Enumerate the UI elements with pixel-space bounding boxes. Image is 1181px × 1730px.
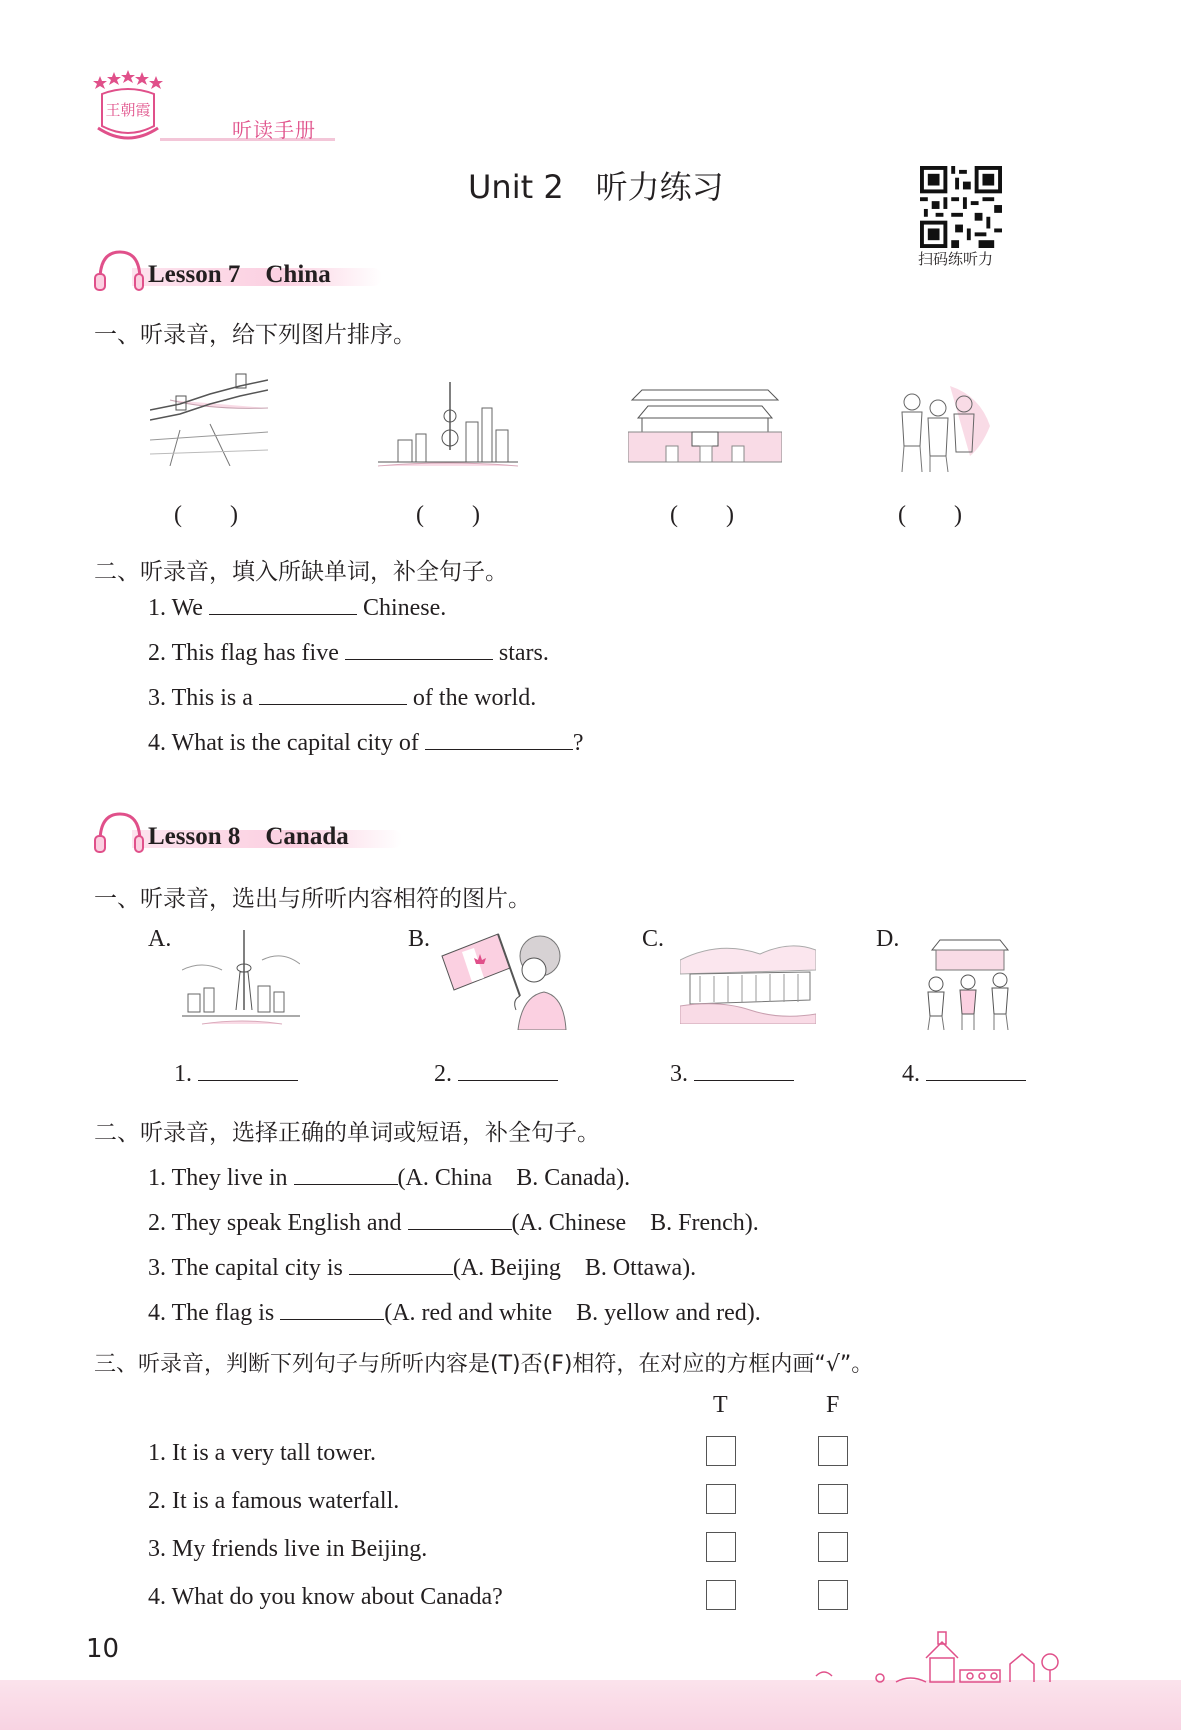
sentence-start: 3. The capital city is xyxy=(148,1255,343,1281)
sentence-start: 4. What is the capital city of xyxy=(148,730,419,756)
answer-blank[interactable] xyxy=(694,1058,794,1081)
sentence-end: ? xyxy=(572,730,584,756)
publisher-logo-icon xyxy=(92,70,164,148)
qr-code-icon[interactable] xyxy=(920,166,1002,248)
answer-blank[interactable] xyxy=(408,1207,512,1230)
fill-in-sentence xyxy=(148,637,549,667)
headphones-icon xyxy=(92,808,144,856)
false-checkbox[interactable] xyxy=(818,1580,848,1610)
page-title: Unit 2 听力练习 xyxy=(468,168,724,206)
answer-slot xyxy=(174,1058,298,1088)
false-checkbox[interactable] xyxy=(818,1532,848,1562)
answer-number: 4. xyxy=(902,1061,920,1087)
option-letter: D. xyxy=(876,926,900,952)
lesson-7-title: Lesson 7 China xyxy=(148,261,331,288)
answer-number: 1. xyxy=(174,1061,192,1087)
answer-blank[interactable] xyxy=(198,1058,298,1081)
lesson-8-part-2-title: 二、听录音，选择正确的单词或短语，补全句子。 xyxy=(94,1120,600,1146)
lesson-7-part-1-title: 一、听录音，给下列图片排序。 xyxy=(94,322,416,348)
answer-blank[interactable] xyxy=(294,1162,398,1185)
choice-sentence xyxy=(148,1247,696,1282)
choice-options: (A. red and white B. yellow and red). xyxy=(384,1300,761,1326)
lesson-8-heading xyxy=(92,808,392,856)
answer-slot xyxy=(434,1058,558,1088)
false-column-header: F xyxy=(826,1392,840,1418)
answer-blank[interactable] xyxy=(349,1252,453,1275)
sentence-start: 1. We xyxy=(148,595,203,621)
lesson-8-part-3-title: 三、听录音，判断下列句子与所听内容是(T)否(F)相符，在对应的方框内画“√”。 xyxy=(94,1352,874,1377)
canada-flag-girl-picture xyxy=(440,930,572,1030)
lesson-7-heading xyxy=(92,246,392,294)
book-section-label: 听读手册 xyxy=(232,118,316,142)
answer-blank[interactable] xyxy=(280,1297,384,1320)
true-checkbox[interactable] xyxy=(706,1532,736,1562)
false-checkbox[interactable] xyxy=(818,1436,848,1466)
lesson-7-part-2-title: 二、听录音，填入所缺单词，补全句子。 xyxy=(94,559,508,585)
false-checkbox[interactable] xyxy=(818,1484,848,1514)
qr-caption: 扫码练听力 xyxy=(918,252,994,268)
answer-bracket[interactable]: ( ) xyxy=(416,502,480,528)
page-number: 10 xyxy=(86,1634,120,1664)
lesson-8-part-1-title: 一、听录音，选出与所听内容相符的图片。 xyxy=(94,886,531,912)
fill-in-sentence xyxy=(148,727,583,757)
great-wall-picture xyxy=(150,370,268,466)
sentence-start: 2. This flag has five xyxy=(148,640,339,666)
answer-bracket[interactable]: ( ) xyxy=(898,502,962,528)
village-illustration-icon xyxy=(810,1618,1080,1686)
answer-blank[interactable] xyxy=(425,727,573,750)
svg-text:王朝霞: 王朝霞 xyxy=(105,101,151,119)
tiananmen-picture xyxy=(628,386,782,470)
option-letter: C. xyxy=(642,926,665,952)
headphones-icon xyxy=(92,246,144,294)
sentence-end: of the world. xyxy=(412,685,537,711)
friends-at-tiananmen-picture xyxy=(912,930,1026,1030)
sentence-end: stars. xyxy=(498,640,549,666)
sentence-start: 1. They live in xyxy=(148,1165,288,1191)
choice-options: (A. Beijing B. Ottawa). xyxy=(452,1255,697,1281)
choice-options: (A. Chinese B. French). xyxy=(511,1210,759,1236)
fill-in-sentence xyxy=(148,592,446,622)
choice-sentence xyxy=(148,1202,759,1237)
answer-bracket[interactable]: ( ) xyxy=(670,502,734,528)
people-group-picture xyxy=(890,386,994,474)
option-letter: B. xyxy=(408,926,431,952)
answer-blank[interactable] xyxy=(458,1058,558,1081)
sentence-start: 2. They speak English and xyxy=(148,1210,402,1236)
sentence-start: 4. The flag is xyxy=(148,1300,275,1326)
true-checkbox[interactable] xyxy=(706,1484,736,1514)
choice-options: (A. China B. Canada). xyxy=(397,1165,631,1191)
answer-number: 2. xyxy=(434,1061,452,1087)
answer-blank[interactable] xyxy=(209,592,357,615)
true-column-header: T xyxy=(713,1392,728,1418)
choice-sentence xyxy=(148,1157,630,1192)
statement-text: 3. My friends live in Beijing. xyxy=(148,1536,428,1562)
footer-band xyxy=(0,1680,1181,1730)
choice-sentence xyxy=(148,1292,761,1327)
statement-text: 1. It is a very tall tower. xyxy=(148,1440,376,1466)
option-letter: A. xyxy=(148,926,172,952)
answer-slot xyxy=(670,1058,794,1088)
answer-blank[interactable] xyxy=(345,637,493,660)
answer-blank[interactable] xyxy=(259,682,407,705)
fill-in-sentence xyxy=(148,682,536,712)
answer-slot xyxy=(902,1058,1026,1088)
cn-tower-skyline-picture xyxy=(182,930,300,1030)
lesson-8-title: Lesson 8 Canada xyxy=(148,823,349,850)
statement-text: 2. It is a famous waterfall. xyxy=(148,1488,400,1514)
sentence-end: Chinese. xyxy=(362,595,447,621)
true-checkbox[interactable] xyxy=(706,1436,736,1466)
niagara-falls-picture xyxy=(680,930,816,1024)
answer-number: 3. xyxy=(670,1061,688,1087)
answer-bracket[interactable]: ( ) xyxy=(174,502,238,528)
true-checkbox[interactable] xyxy=(706,1580,736,1610)
statement-text: 4. What do you know about Canada? xyxy=(148,1584,503,1610)
sentence-start: 3. This is a xyxy=(148,685,253,711)
answer-blank[interactable] xyxy=(926,1058,1026,1081)
shanghai-skyline-picture xyxy=(378,380,518,468)
